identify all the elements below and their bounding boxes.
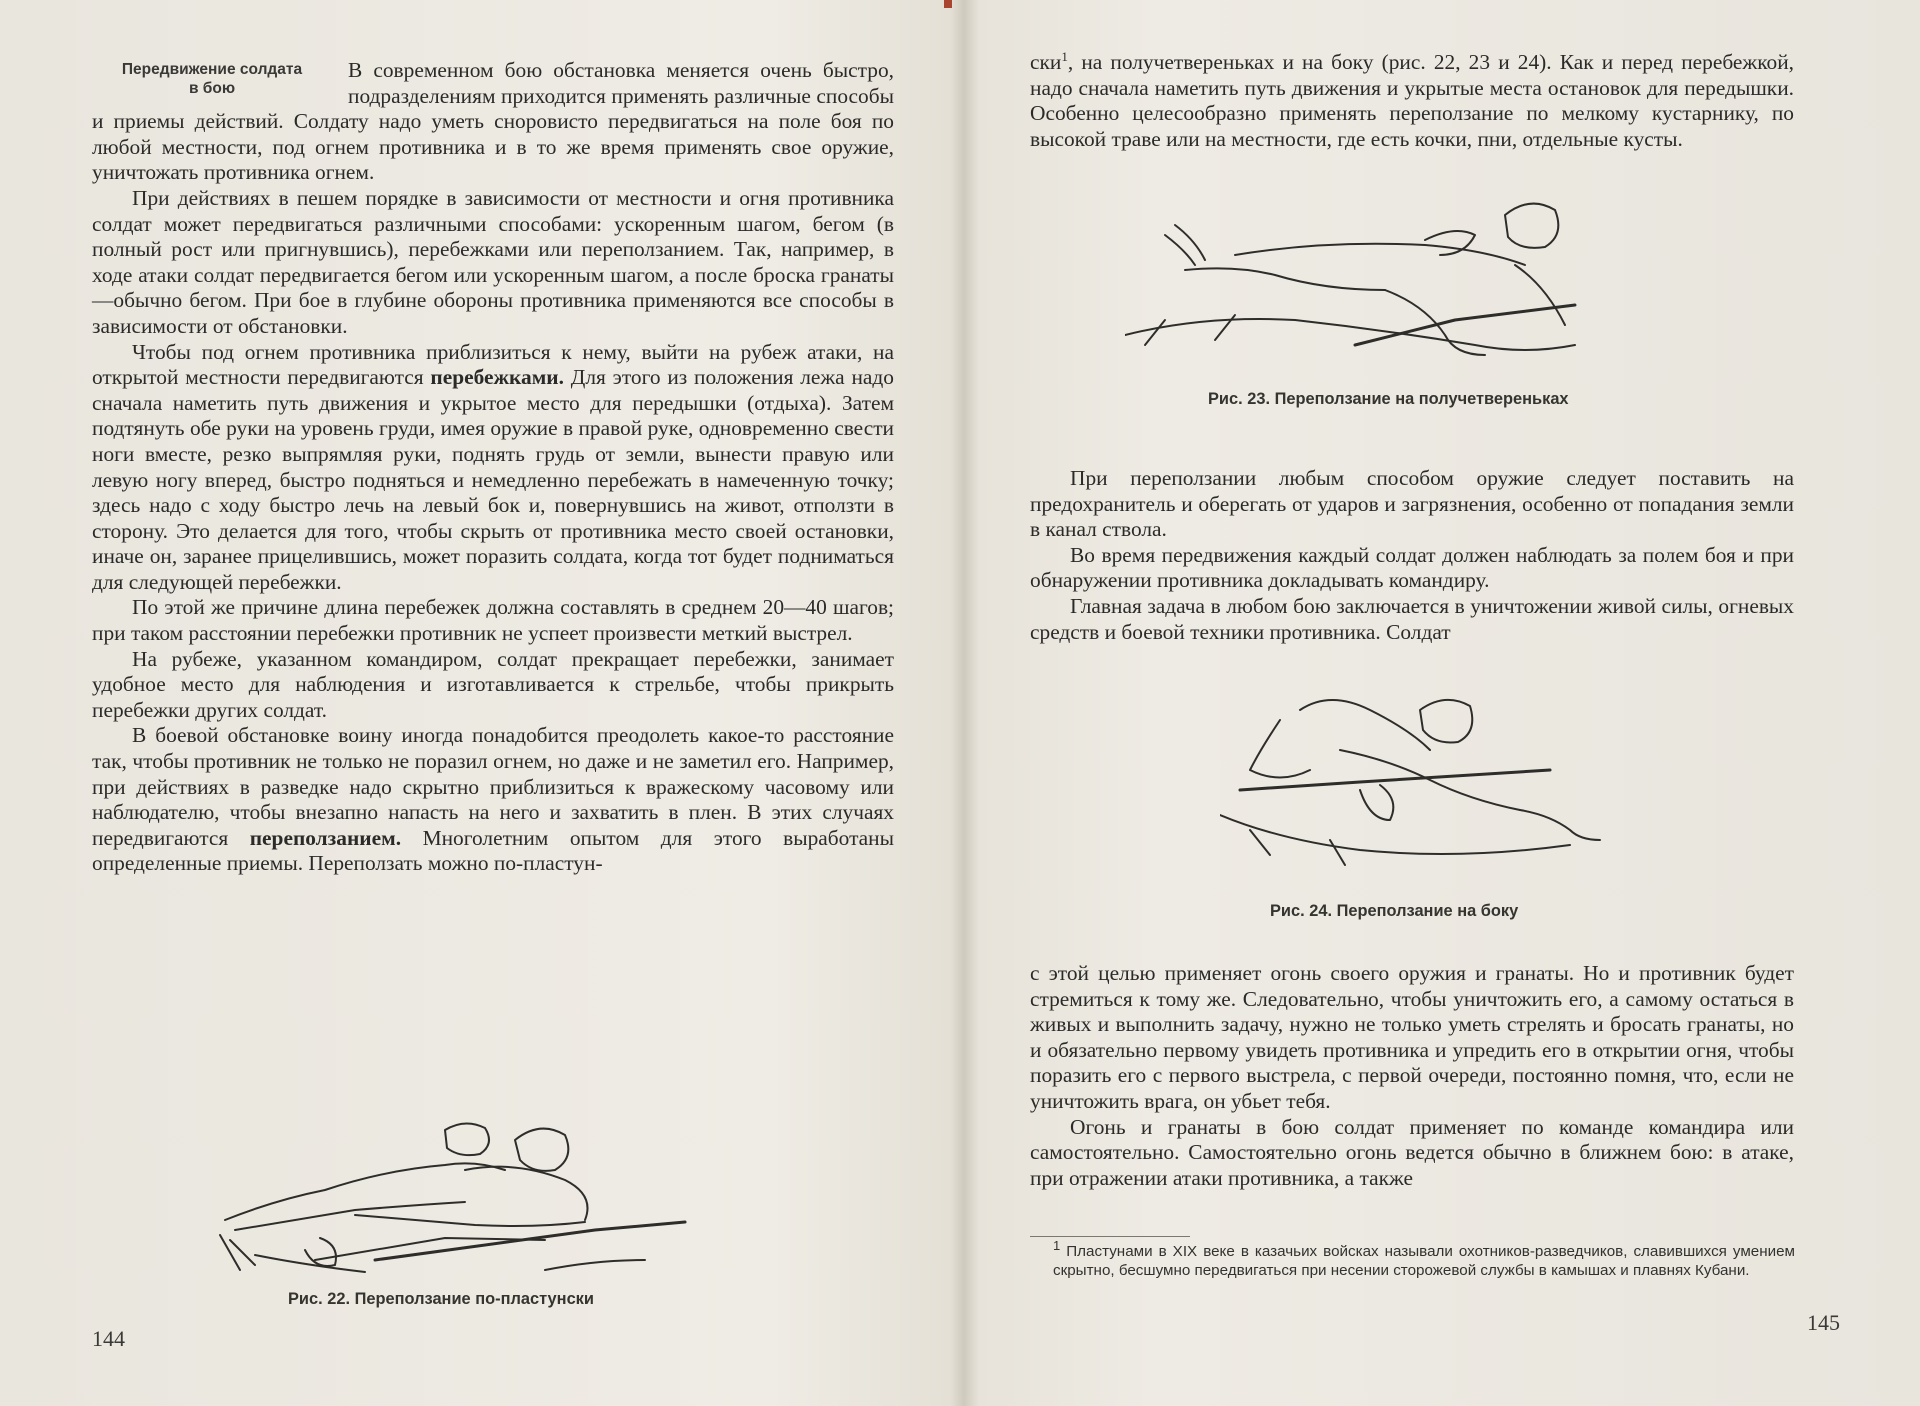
bold-term: переползанием.: [249, 825, 402, 850]
footnote-text: Пластунами в XIX веке в казачьих войсках называли охотников-разведчиков, славившихся умением скрытно, бесшумно передвигаться при несении сторожевой службы в камышах и плавнях Кубани.: [1053, 1243, 1795, 1280]
paragraph-text: , на получетвереньках и на боку (рис. 22, 23 и 24). Как и перед перебежкой, надо сначала наметить путь движения и укрытые места остановок для передышки. Особенно целесообразно применять переползание по мелкому кустарнику, по высокой траве или на местности, где есть кочки, пни, отдельные кусты.: [1030, 50, 1794, 151]
right-page-text-middle: [1030, 466, 1794, 645]
figure-24-caption: Рис. 24. Переползание на боку: [1270, 902, 1519, 920]
paragraph: Главная задача в любом бою заключается в уничтожении живой силы, огневых средств и боевой техники противника. Солдат: [1030, 593, 1794, 644]
paragraph: При действиях в пешем порядке в зависимости от местности и огня противника солдат может передвигаться различными способами: ускоренным шагом, бегом (в полный рост или пригнувшись), перебежками или переползанием. Так, например, в ходе атаки солдат передвигается бегом или ускоренным шагом, а после броска гранаты —обычно бегом. При бое в глубине обороны противника применяются все способы в зависимости от обстановки.: [92, 185, 894, 338]
paragraph-text: В боевой обстановке воину иногда понадобится преодолеть какое-то расстояние так, чтобы противник не только не поразил огнем, но даже и не заметил его. Например, при действиях в разведке надо скрытно приблизиться к вражескому часовому или наблюдателю, чтобы внезапно напасть на него и захватить в плен. В этих случаях передвигаются: [92, 723, 894, 850]
paragraph: Огонь и гранаты в бою солдат применяет по команде командира или самостоятельно. Самостоятельно огонь ведется обычно в ближнем бою: в атаке, при отражении атаки противника, а также: [1030, 1114, 1794, 1190]
figure-22-illustration: [215, 1110, 735, 1280]
paragraph: На рубеже, указанном командиром, солдат прекращает перебежки, занимает удобное место для наблюдения и изготавливается к стрельбе, чтобы прикрыть перебежки других солдат.: [92, 646, 894, 722]
right-page-text-bottom: [1030, 961, 1794, 1191]
paragraph-text: Чтобы под огнем противника приблизиться к нему, выйти на рубеж атаки, на открытой местности передвигаются: [92, 339, 894, 390]
paragraph: [92, 340, 894, 596]
footnote-marker: 1: [1061, 48, 1068, 64]
bold-term: перебежками.: [430, 365, 564, 390]
paragraph: с этой целью применяет огонь своего оружия и гранаты. Но и противник будет стремиться к тому же. Следовательно, чтобы уничтожить его, а самому остаться в живых и выполнить задачу, нужно не только уметь стрелять и бросать гранаты, но и обязательно первому увидеть противника и упредить его в открытии огня, чтобы поразить его с первого выстрела, с первой очереди, постоянно помня, что, если не уничтожить врага, он убьет тебя.: [1030, 961, 1794, 1113]
paragraph-text: Для этого из положения лежа надо сначала наметить путь движения и укрытое место для передышки (отдыха). Затем подтянуть обе руки на уровень груди, имея оружие в правой руке, одновременно свести ноги вместе, резко выпрямляя руки, поднять грудь от земли, вынести правую или левую ногу вперед, быстро подняться и немедленно перебежать в намеченную точку; здесь надо с ходу быстро лечь на левый бок и, повернувшись на живот, отползти в сторону. Это делается для того, чтобы скрыть от противника место своей остановки, иначе он, заранее прицелившись, может поразить солдата, когда тот будет подниматься для следующей перебежки.: [92, 365, 894, 594]
figure-23-caption: Рис. 23. Переползание на получетвереньках: [1208, 390, 1569, 408]
figure-23-illustration: [1125, 195, 1595, 365]
section-heading: [92, 60, 332, 98]
footnote: [1053, 1237, 1795, 1281]
paragraph: По этой же причине длина перебежек должна составлять в среднем 20—40 шагов; при таком расстоянии перебежки противник не успеет произвести меткий выстрел.: [92, 595, 894, 646]
right-page-text-top: [1030, 50, 1794, 152]
footnote-number: 1: [1053, 1237, 1061, 1253]
section-heading-line-1: Передвижение солдата: [121, 61, 303, 78]
footnote-divider: [1030, 1236, 1190, 1237]
paragraph: [92, 723, 894, 877]
page-number-left: 144: [92, 1326, 125, 1351]
paragraph-text: Многолетним опытом для этого выработаны определенные приемы. Переползать можно по-пластун-: [92, 825, 894, 876]
figure-24-illustration: [1220, 690, 1620, 870]
paragraph: [1030, 50, 1794, 152]
paragraph: При переползании любым способом оружие следует поставить на предохранитель и оберегать от ударов и загрязнения, особенно от попадания земли в канал ствола.: [1030, 466, 1794, 542]
paragraph-text: ски: [1030, 50, 1062, 74]
figure-22-caption: Рис. 22. Переползание по-пластунски: [288, 1290, 594, 1308]
left-page: [0, 0, 955, 1406]
left-page-text: [92, 58, 894, 877]
page-number-right: 145: [1807, 1310, 1840, 1335]
right-page: [960, 0, 1920, 1406]
paragraph: Во время передвижения каждый солдат должен наблюдать за полем боя и при обнаружении противника докладывать командиру.: [1030, 542, 1794, 593]
section-heading-line-2: в бою: [188, 80, 236, 97]
paragraph: В современном бою обстановка меняется очень быстро, подразделениям приходится применять различные способы и приемы действий. Солдату надо уметь сноровисто передвигаться на поле боя по любой местности, под огнем противника и в то же время применять свое оружие, уничтожать противника огнем.: [92, 58, 894, 185]
